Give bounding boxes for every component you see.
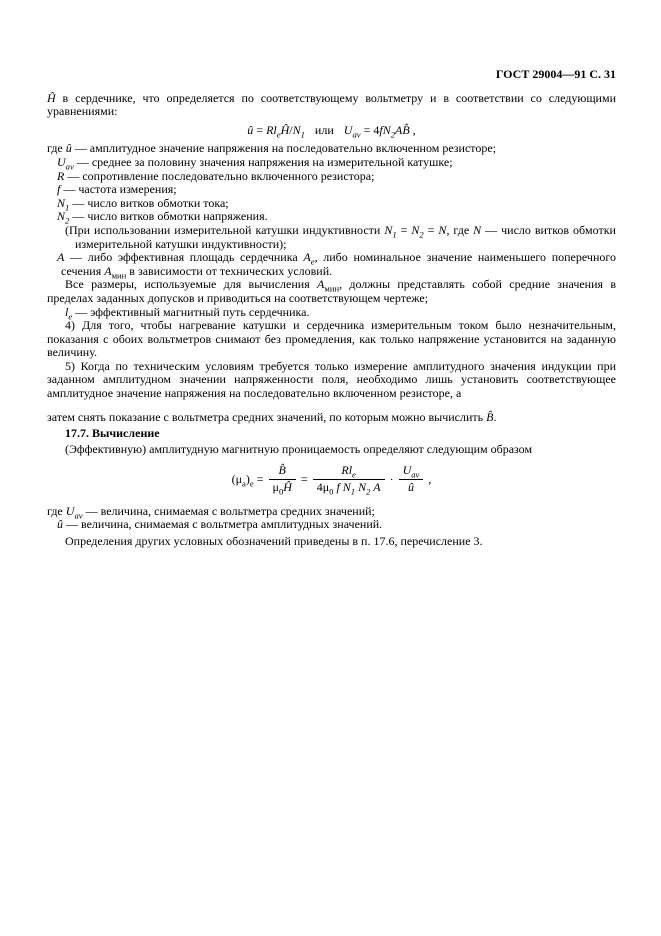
paragraph-note-5: 5) Когда по техническим условиям требуется только измерение амплитудного значения индукции при заданном амплитудном значении напряженности поля, необходимо лишь установить соответствующее амплитудное значение напряжения на последовательно включенном резисторе, а [47,358,616,401]
note-paragraph: (При использовании измерительной катушки индуктивности $N_1 = N_2 = N$, где N — число витков обмотки измерительной катушки индуктивности); [65,222,616,251]
fraction-voltage-ratio-numerator: $U_{av}$ [399,464,424,480]
formula-permeability-equals: = [300,471,308,486]
formula-permeability-comma: , [428,471,432,486]
gost-number: ГОСТ 29004—91 С. 31 [495,67,616,81]
fraction-resistance-numerator: $Rl_e$ [313,464,385,480]
formula-voltage-eq1: û = $Rl_eĤ/N_1$ [247,122,305,140]
formula-permeability-lhs: $(\mu_a)_e$ = [231,471,264,489]
closing-paragraph: Определения других условных обозначений приведены в п. 17.6, перечисление 3. [65,533,483,548]
paragraph-dimensions: Все размеры, используемые для вычисления $A_{мин}$, должны представлять собой средние значения в пределах заданных допусков и приводиться на соответствующем чертеже; [47,277,616,305]
definition-item-uav-2: где $U_{av}$ — величина, снимаемая с вольтметра средних значений; [47,503,375,521]
fraction-voltage-ratio-denominator: û [407,480,414,495]
fraction-flux-density [269,463,296,497]
page-header [47,68,616,82]
fraction-flux-density-numerator: B̂ [269,464,296,480]
formula-voltage [47,124,616,138]
intro-paragraph: Ĥ в сердечнике, что определяется по соответствующему вольтметру и в соответствии со следующими уравнениями: [47,90,616,119]
definition-item-f: f — частота измерения; [57,182,177,197]
formula-permeability-dot: · [389,471,394,486]
definition-item-uav: $U_{av}$ — среднее за половину значения напряжения на измерительной катушке; [57,154,453,172]
definition-item-u: где û — амплитудное значение напряжения на последовательно включенном резисторе; [47,141,497,156]
definition-item-u-2: û — величина, снимаемая с вольтметра амплитудных значений. [57,517,383,532]
definition-item-n2: $N_2$ — число витков обмотки напряжения. [57,209,268,226]
definition-area: А — либо эффективная площадь сердечника $A_e$, либо номинальное значение наименьшего поперечного сечения $A_{мин}$ в зависимости от технических условий. [57,250,616,281]
fraction-resistance [313,463,385,497]
fraction-voltage-ratio [399,464,424,494]
paragraph-note-5-continued: затем снять показание с вольтметра средних значений, по которым можно вычислить B̂. [47,409,497,424]
fraction-flux-density-denominator: $\mu_0Ĥ$ [272,480,292,497]
definition-item-r: R — сопротивление последовательно включенного резистора; [57,168,375,183]
definition-path-length: $l_e$ — эффективный магнитный путь сердечника. [65,304,310,321]
fraction-resistance-denominator: $4\mu_0$ f $N_1$ $N_2$ A [316,480,381,497]
formula-voltage-eq2: $U_{av}$ = $4fN_2AB̂$ , [343,122,416,140]
section-heading: 17.7. Вычисление [65,426,160,441]
formula-permeability [47,463,616,497]
paragraph-note-4: 4) Для того, чтобы нагревание катушки и сердечника измерительным током было незначительным, показания с обоих вольтметров снимают без промедления, как только напряжение установится на заданную величину. [47,318,616,360]
paragraph-calculation-intro: (Эффективную) амплитудную магнитную проницаемость определяют следующим образом [65,441,533,456]
formula-voltage-or: или [314,122,334,137]
definition-item-n1: $N_1$ — число витков обмотки тока; [57,195,229,213]
